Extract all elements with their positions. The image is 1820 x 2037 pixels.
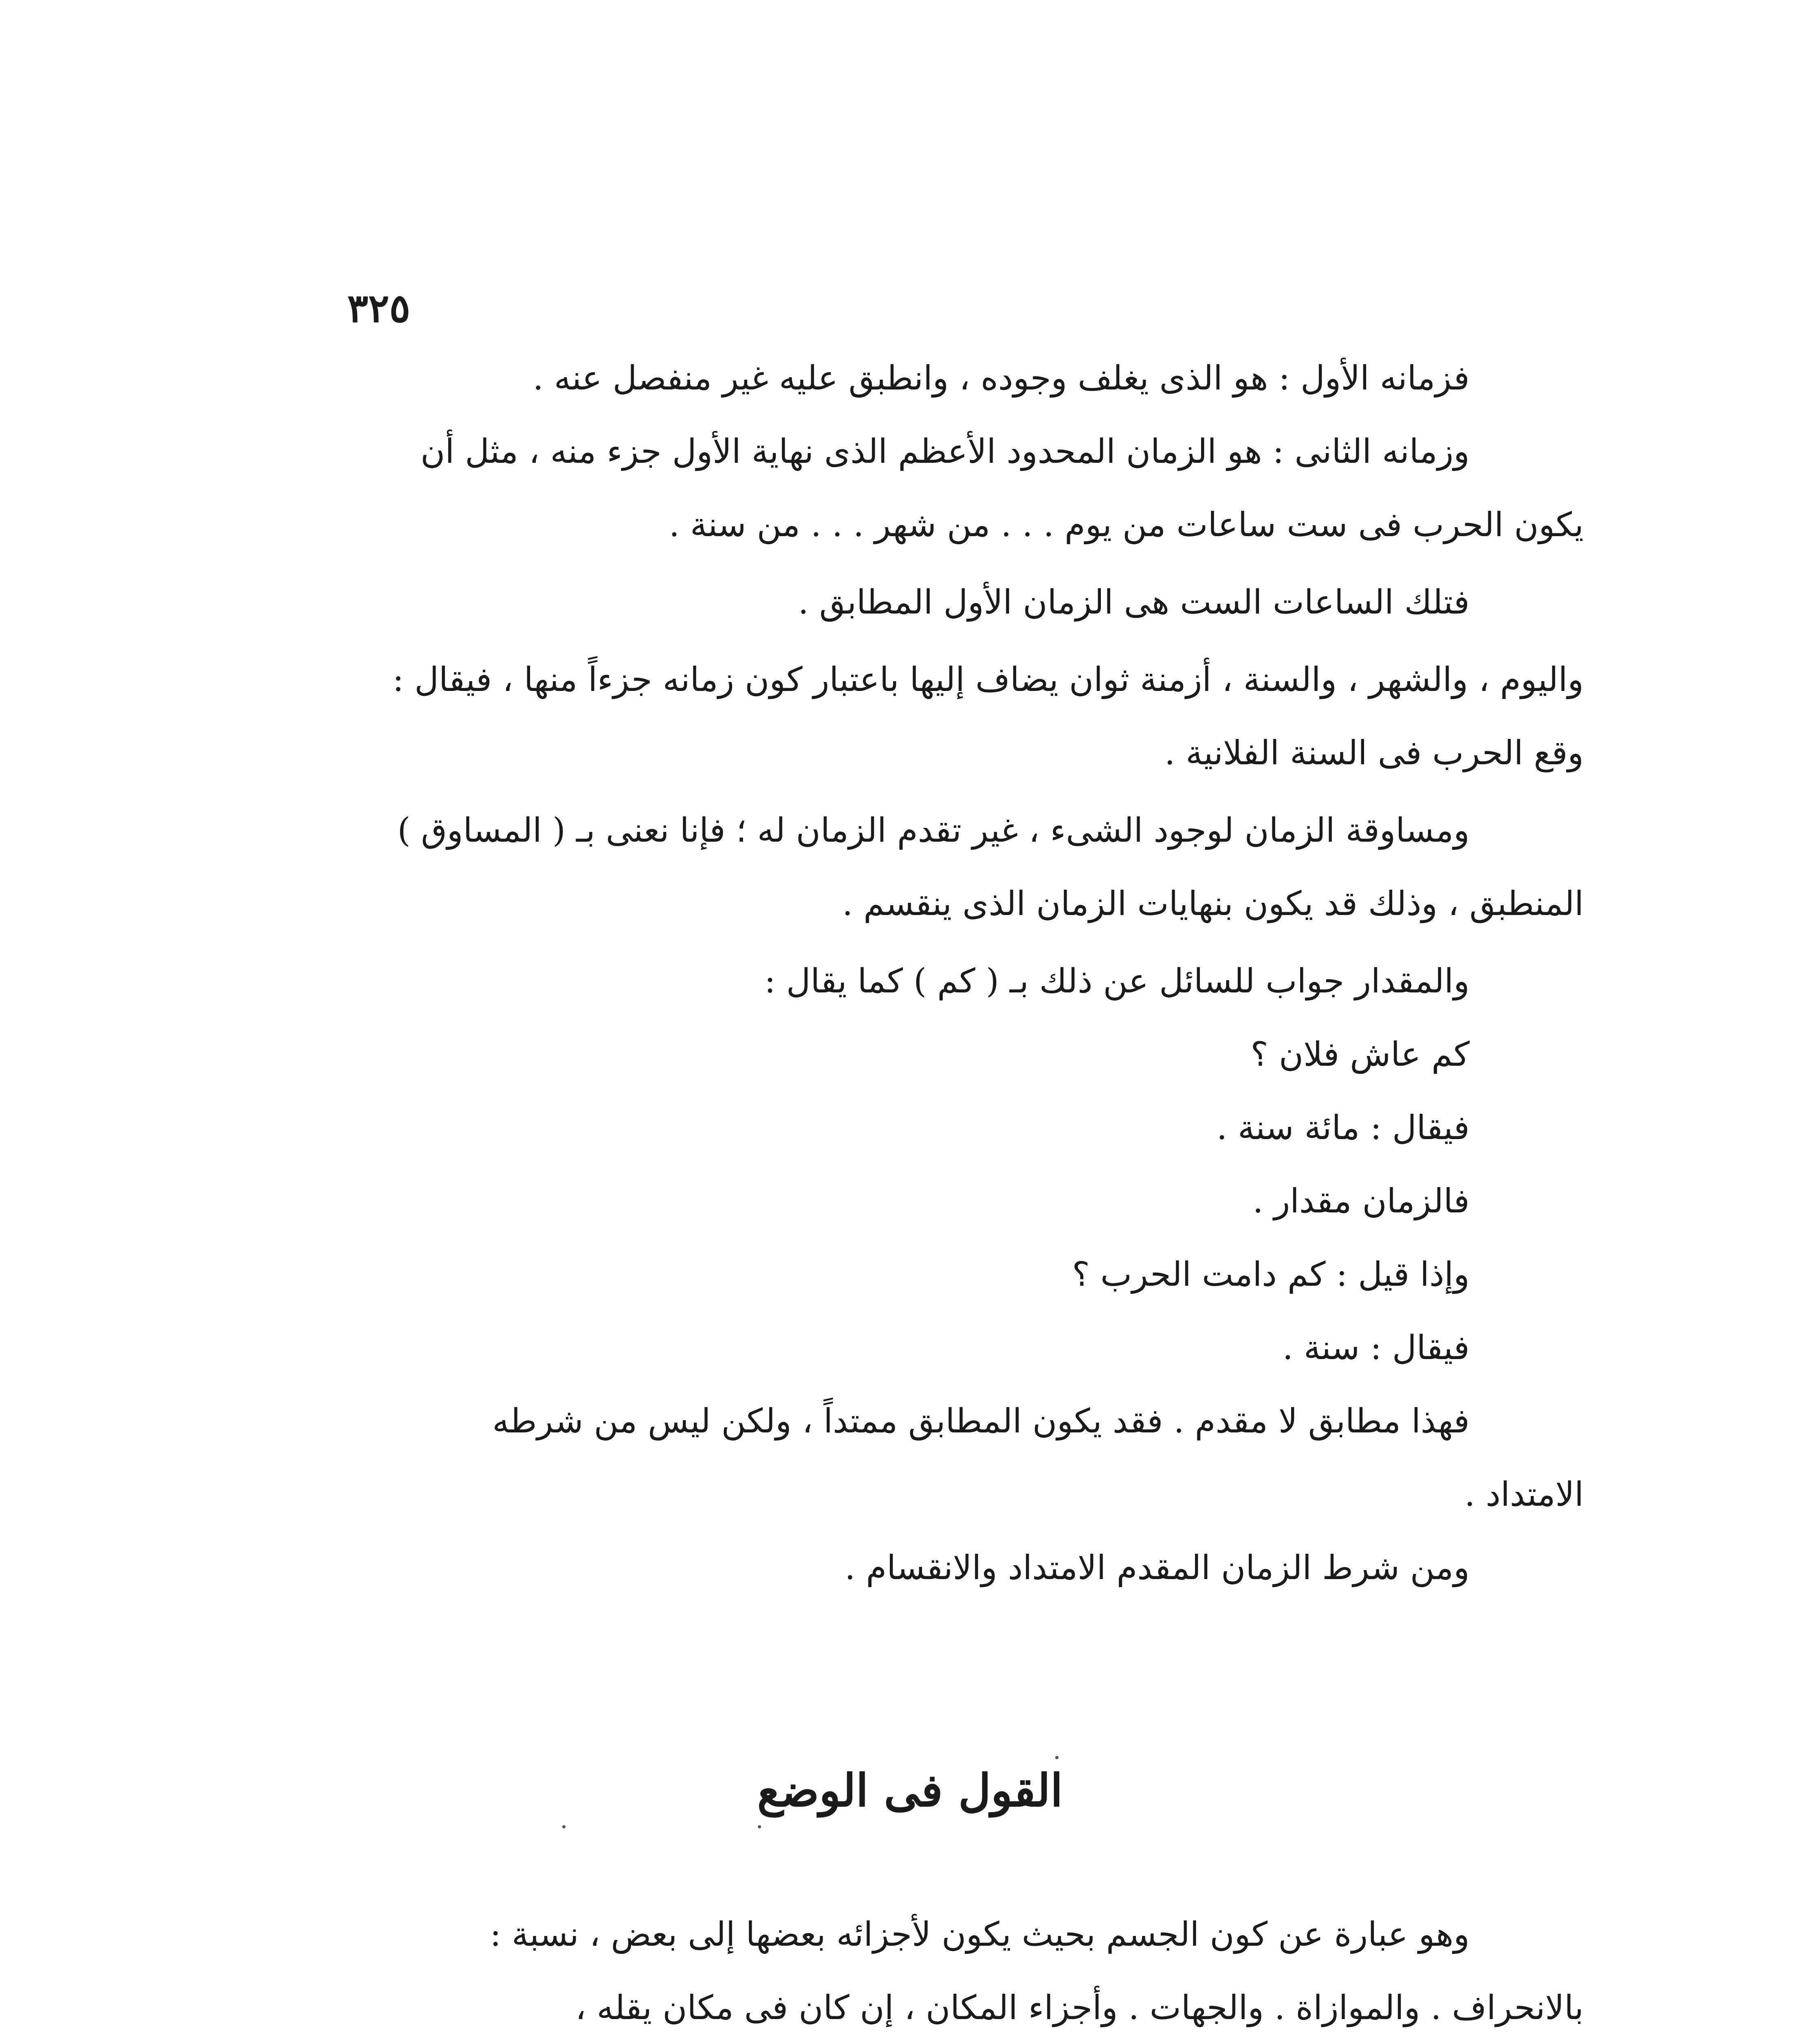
text-line: فالزمان مقدار . xyxy=(1252,1182,1470,1221)
print-speck xyxy=(1055,1756,1059,1759)
text-line: وقع الحرب فى السنة الفلانية . xyxy=(1164,734,1584,772)
text-line: المنطبق ، وذلك قد يكون بنهايات الزمان الذى ينقسم . xyxy=(842,884,1584,923)
print-speck xyxy=(562,1825,566,1828)
text-line: كم عاش فلان ؟ xyxy=(1250,1035,1470,1074)
section-heading: القول فى الوضع xyxy=(757,1764,1063,1817)
text-line: فزمانه الأول : هو الذى يغلف وجوده ، وانطبق عليه غير منفصل عنه . xyxy=(533,359,1470,398)
text-line: وإذا قيل : كم دامت الحرب ؟ xyxy=(1072,1255,1470,1294)
text-line: بالانحراف . والموازاة . والجهات . وأجزاء المكان ، إن كان فى مكان يقله ، xyxy=(575,1989,1584,2027)
text-line: وزمانه الثانى : هو الزمان المحدود الأعظم الذى نهاية الأول جزء منه ، مثل أن xyxy=(420,432,1470,471)
text-line: فيقال : سنة . xyxy=(1282,1329,1470,1367)
text-line: والمقدار جواب للسائل عن ذلك بـ ( كم ) كما يقال : xyxy=(764,962,1470,1001)
print-speck xyxy=(758,1825,761,1828)
text-line: ومساوقة الزمان لوجود الشىء ، غير تقدم الزمان له ؛ فإنا نعنى بـ ( المساوق ) xyxy=(397,811,1470,850)
page-number: ٣٢٥ xyxy=(347,285,410,331)
text-line: الامتداد . xyxy=(1464,1475,1584,1514)
text-line: فيقال : مائة سنة . xyxy=(1216,1109,1470,1147)
text-line: وهو عبارة عن كون الجسم بحيث يكون لأجزائه بعضها إلى بعض ، نسبة : xyxy=(490,1915,1470,1954)
text-line: ومن شرط الزمان المقدم الامتداد والانقسام . xyxy=(845,1549,1470,1587)
text-line: فهذا مطابق لا مقدم . فقد يكون المطابق ممتداً ، ولكن ليس من شرطه xyxy=(492,1402,1470,1441)
text-line: واليوم ، والشهر ، والسنة ، أزمنة ثوان يضاف إليها باعتبار كون زمانه جزءاً منها ، فيقال : xyxy=(392,660,1584,699)
text-line: يكون الحرب فى ست ساعات من يوم . . . من شهر . . . من سنة . xyxy=(669,506,1584,544)
text-line: فتلك الساعات الست هى الزمان الأول المطابق . xyxy=(798,583,1470,622)
